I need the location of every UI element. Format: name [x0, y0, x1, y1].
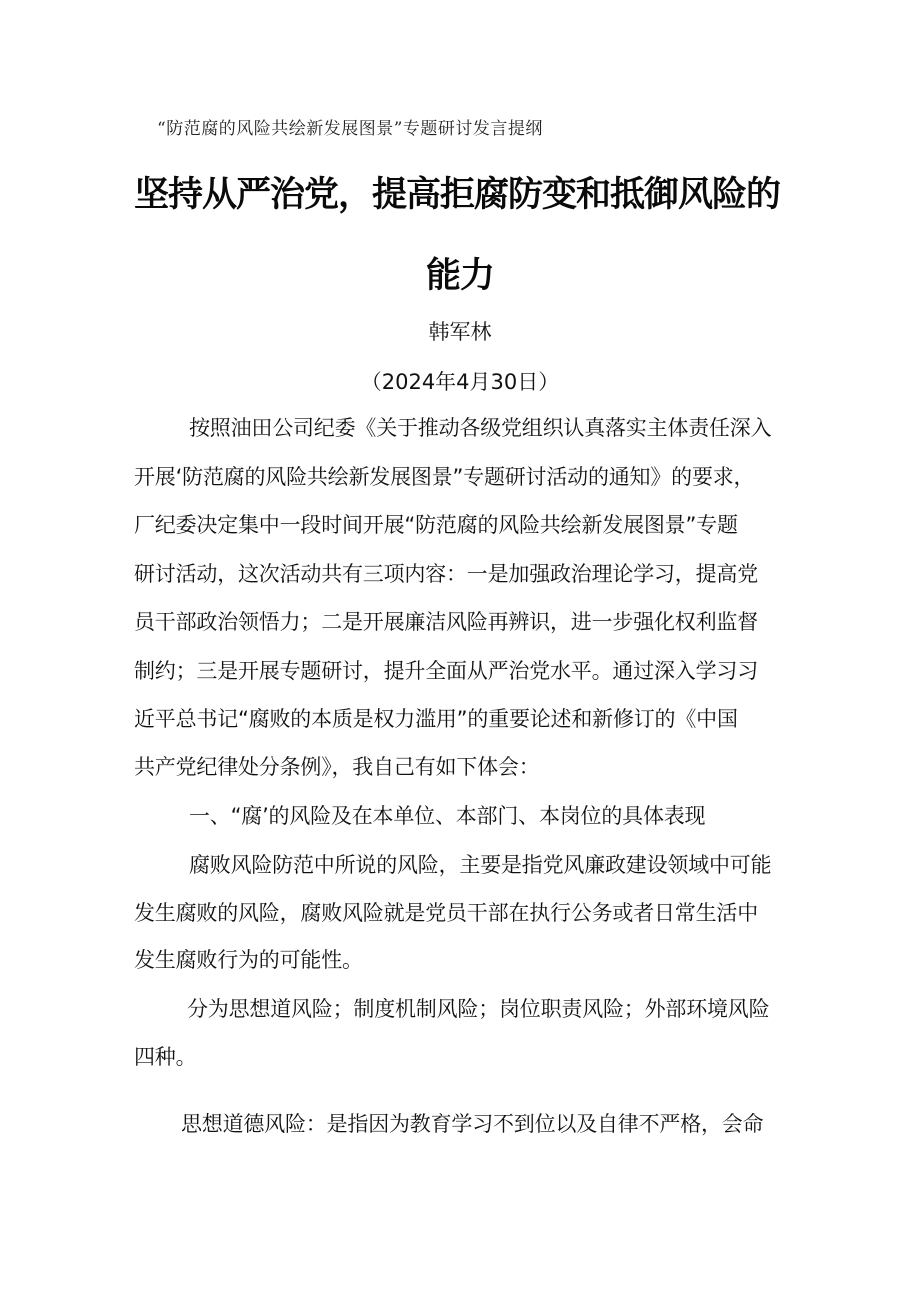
body-line: 分为思想道风险；制度机制风险；岗位职责风险；外部环境风险: [187, 997, 770, 1021]
document-title-line-2: 能力: [425, 256, 494, 296]
body-line: 四种。: [134, 1045, 197, 1069]
body-line: 开展‘防范腐的风险共绘新发展图景”专题研讨活动的通知》的要求，: [134, 465, 755, 489]
section-heading: 一、“腐’的风险及在本单位、本部门、本岗位的具体表现: [189, 804, 706, 828]
body-line: 厂纪委决定集中一段时间开展“防范腐的风险共绘新发展图景”专题: [134, 513, 738, 537]
document-date: （2024年4月30日）: [360, 370, 560, 394]
body-line: 员干部政治领悟力；二是开展廉洁风险再辨识，进一步强化权利监督: [134, 610, 758, 634]
body-line: 按照油田公司纪委《关于推动各级党组织认真落实主体责任深入: [189, 416, 772, 440]
body-line: 近平总书记“腐败的本质是权力滥用”的重要论述和新修订的《中国: [134, 707, 738, 731]
body-line: 腐败风险防范中所说的风险，主要是指党风廉政建设领域中可能: [189, 853, 772, 877]
document-title-line-1: 坚持从严治党，提高拒腐防变和抵御风险的: [134, 175, 781, 215]
body-line: 发生腐败的风险，腐败风险就是党员干部在执行公务或者日常生活中: [134, 901, 758, 925]
author-name: 韩军林: [428, 320, 492, 344]
body-line: 研讨活动，这次活动共有三项内容：一是加强政治理论学习，提高党: [134, 562, 758, 586]
document-header: “防范腐的风险共绘新发展图景”专题研讨发言提纲: [157, 119, 543, 139]
body-line: 思想道德风险：是指因为教育学习不到位以及自律不严格，会命: [181, 1112, 764, 1136]
body-line: 制约；三是开展专题研讨，提升全面从严治党水平。通过深入学习习: [134, 659, 758, 683]
body-line: 共产党纪律处分条例》，我自己有如下体会：: [134, 755, 540, 779]
body-line: 发生腐败行为的可能性。: [134, 948, 363, 972]
